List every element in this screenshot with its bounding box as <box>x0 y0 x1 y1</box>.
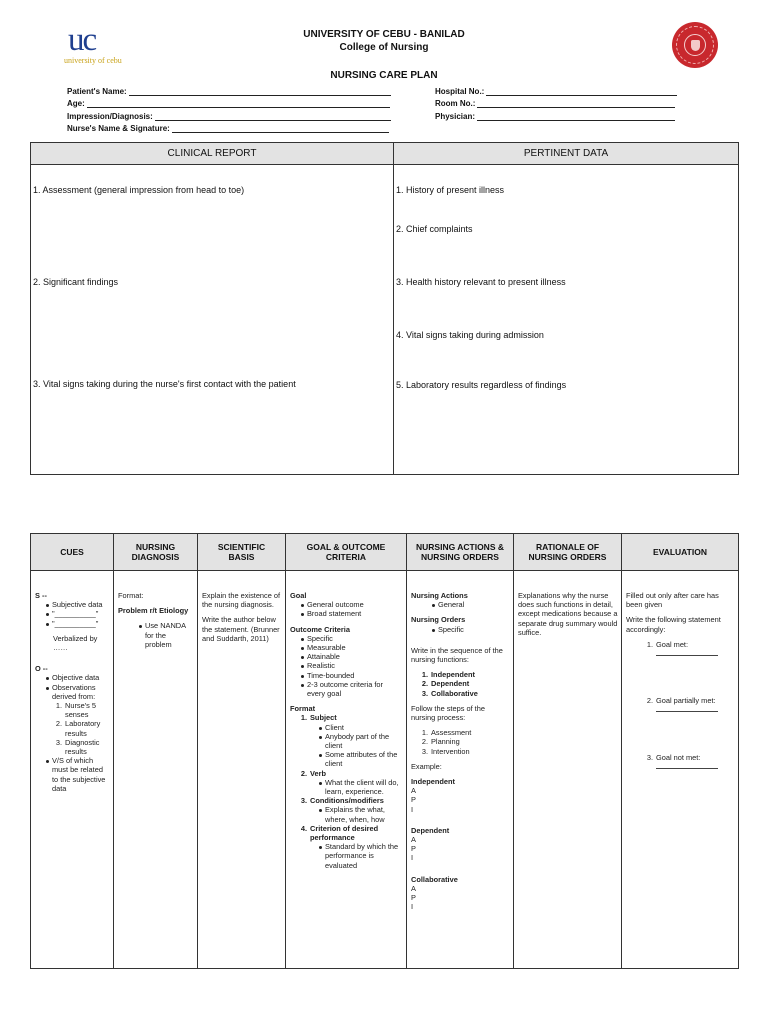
verbalized-text: Verbalized by …… <box>53 633 98 653</box>
goal-label: Goal <box>290 591 307 600</box>
api-letter: I <box>411 804 414 814</box>
api-letter: I <box>411 902 414 912</box>
patient-name-field[interactable]: Patient's Name: <box>67 85 391 96</box>
list-item: Subjective data <box>52 600 103 610</box>
goal-partially-met-label: Goal partially met: <box>656 696 716 706</box>
list-item: Assessment <box>431 728 472 738</box>
pertinent-data-header: PERTINENT DATA <box>394 143 739 165</box>
college-name: College of Nursing <box>339 42 429 53</box>
clinical-report-cell[interactable] <box>31 165 394 475</box>
basis-cell[interactable] <box>198 571 286 969</box>
form-title: NURSING CARE PLAN <box>330 70 438 81</box>
list-item: Explains the what, where, when, how <box>325 805 385 824</box>
list-item: V/S of which must be related to the subjective data <box>52 756 106 793</box>
diagnosis-cell[interactable] <box>114 571 198 969</box>
list-item: Independent <box>431 670 475 680</box>
list-item: Verb <box>310 768 327 778</box>
list-item: Criterion of desired performance <box>310 823 379 843</box>
basis-text-2: Write the author below the statement. (Brunner and Suddarth, 2011) <box>202 615 280 643</box>
physician-input[interactable] <box>477 113 675 121</box>
list-item: General outcome <box>307 600 364 610</box>
goal-met-line[interactable] <box>656 649 718 656</box>
api-letter: A <box>411 786 416 796</box>
basis-text-1: Explain the existence of the nursing diagnosis. <box>202 591 281 610</box>
list-item: General <box>438 600 465 610</box>
cues-cell[interactable]: S -- Subjective data "__________" "__________" Verbalized by …… O -- Objective data Observations derived from: 1. Nurse's 5 senses 2. Laboratory results 3. Diagnostic results V/S of which must be related to the subjective data <box>31 571 114 969</box>
rationale-text: Explanations why the nurse does such functions in detail, except medications because a separate drug summary would suffice. <box>518 591 618 637</box>
api-letter: A <box>411 883 416 893</box>
evaluation-intro: Filled out only after care has been given <box>626 591 719 610</box>
diagnosis-header: NURSING DIAGNOSIS <box>114 534 198 571</box>
list-item: Subject <box>310 713 337 723</box>
independent-label: Independent <box>411 777 455 787</box>
clinical-item-3: 3. Vital signs taking during the nurse's first contact with the patient <box>33 379 296 389</box>
pertinent-item-2: 2. Chief complaints <box>396 224 473 234</box>
evaluation-write: Write the following statement accordingly: <box>626 615 721 634</box>
sequence-text: Write in the sequence of the nursing functions: <box>411 645 503 665</box>
list-item: Planning <box>431 737 460 747</box>
pertinent-item-1: 1. History of present illness <box>396 185 505 195</box>
cues-header: CUES <box>31 534 114 571</box>
api-letter: I <box>411 853 414 863</box>
pertinent-item-5: 5. Laboratory results regardless of findings <box>396 380 567 390</box>
logo-subtext: university of cebu <box>64 56 122 65</box>
list-item: Standard by which the performance is evaluated <box>325 842 399 870</box>
goal-cell[interactable]: Goal General outcome Broad statement Outcome Criteria Specific Measurable Attainable Realistic Time-bounded 2-3 outcome criteria for every goal Format 1. Subject Client Anybody part of the client Some attributes of the client 2. Verb What the client will do, learn, experience. 3. Conditions/modifiers Explains the what, where, when, how 4. Criterion of desired performance Standard by which the performance is evaluated <box>286 571 407 969</box>
list-item: "__________" <box>52 609 99 619</box>
api-letter: P <box>411 795 416 805</box>
collaborative-label: Collaborative <box>411 874 458 884</box>
logo-mark: uc <box>68 22 96 58</box>
evaluation-header: EVALUATION <box>622 534 739 571</box>
clinical-item-2: 2. Significant findings <box>33 277 119 287</box>
list-item: Intervention <box>431 746 470 756</box>
care-plan-table <box>30 533 739 969</box>
actions-header: NURSING ACTIONS & NURSING ORDERS <box>407 534 514 571</box>
list-item: Some attributes of the client <box>325 750 398 769</box>
list-item: Client <box>325 722 344 732</box>
clinical-item-1: 1. Assessment (general impression from head to toe) <box>33 185 245 195</box>
subjective-label: S -- <box>35 591 47 600</box>
nursing-actions-label: Nursing Actions <box>411 591 468 600</box>
list-item: Dependent <box>431 679 470 689</box>
list-item: Realistic <box>307 661 335 671</box>
list-item: Conditions/modifiers <box>310 796 384 806</box>
basis-header: SCIENTIFIC BASIS <box>198 534 286 571</box>
list-item: Time-bounded <box>307 670 355 680</box>
goal-not-met-label: Goal not met: <box>656 752 701 762</box>
goal-not-met-line[interactable] <box>656 762 718 769</box>
list-item: Use NANDA for the problem <box>145 621 186 649</box>
list-item: Laboratory results <box>65 719 101 738</box>
list-item: Nurse's 5 senses <box>65 701 96 720</box>
hospital-no-field[interactable]: Hospital No.: <box>435 85 677 96</box>
evaluation-cell[interactable]: Filled out only after care has been given Write the following statement accordingly: 1. Goal met: 2. Goal partially met: 3. Goal not met: <box>622 571 739 969</box>
api-letter: A <box>411 835 416 845</box>
list-item: "__________" <box>52 618 99 628</box>
objective-label: O -- <box>35 664 48 674</box>
patient-name-input[interactable] <box>129 88 391 96</box>
api-letter: P <box>411 893 416 903</box>
room-no-input[interactable] <box>477 100 675 108</box>
list-item: Attainable <box>307 652 340 662</box>
list-item: Anybody part of the client <box>325 731 390 751</box>
age-field[interactable]: Age: <box>67 97 390 108</box>
pertinent-item-4: 4. Vital signs taking during admission <box>396 330 544 340</box>
list-item: Measurable <box>307 643 346 653</box>
rationale-header: RATIONALE OF NURSING ORDERS <box>514 534 622 571</box>
list-item: Collaborative <box>431 688 478 698</box>
impression-input[interactable] <box>155 113 391 121</box>
list-item: Observations derived from: <box>52 682 96 701</box>
room-no-field[interactable]: Room No.: <box>435 97 675 108</box>
clinical-report-table <box>30 142 739 475</box>
goal-partially-met-line[interactable] <box>656 705 718 712</box>
actions-cell[interactable]: Nursing Actions General Nursing Orders Specific Write in the sequence of the nursing functions: 1. Independent 2. Dependent 3. Collaborative Follow the steps of the nursing process: 1. Assessment 2. Planning 3. Intervention Example: Independent A P I Dependent A P I Collaborative A P I <box>407 571 514 969</box>
list-item: Objective data <box>52 673 100 683</box>
list-item: 2-3 outcome criteria for every goal <box>307 679 383 699</box>
impression-field[interactable]: Impression/Diagnosis: <box>67 110 391 121</box>
goal-met-label: Goal met: <box>656 639 689 649</box>
outcome-label: Outcome Criteria <box>290 624 350 634</box>
list-item: Broad statement <box>307 609 362 619</box>
pertinent-data-cell[interactable] <box>394 165 739 475</box>
list-item: What the client will do, learn, experience. <box>325 777 399 797</box>
age-input[interactable] <box>87 100 390 108</box>
nursing-orders-label: Nursing Orders <box>411 615 466 625</box>
problem-etiology: Problem r/t Etiology <box>118 606 189 616</box>
dependent-label: Dependent <box>411 825 450 835</box>
university-name: UNIVERSITY OF CEBU - BANILAD <box>303 29 465 40</box>
pertinent-item-3: 3. Health history relevant to present illness <box>396 277 566 287</box>
format-label: Format: <box>118 591 144 600</box>
clinical-report-header: CLINICAL REPORT <box>31 143 394 165</box>
rationale-cell[interactable] <box>514 571 622 969</box>
nurse-field[interactable]: Nurse's Name & Signature: <box>67 122 389 133</box>
api-letter: P <box>411 844 416 854</box>
example-label: Example: <box>411 761 442 771</box>
list-item: Diagnostic results <box>65 737 100 757</box>
follow-text: Follow the steps of the nursing process: <box>411 703 485 723</box>
nurse-input[interactable] <box>172 125 389 133</box>
physician-field[interactable]: Physician: <box>435 110 675 121</box>
format-label: Format <box>290 704 316 714</box>
list-item: Specific <box>307 633 333 643</box>
hospital-no-input[interactable] <box>486 88 677 96</box>
list-item: Specific <box>438 624 464 634</box>
goal-header: GOAL & OUTCOME CRITERIA <box>286 534 407 571</box>
